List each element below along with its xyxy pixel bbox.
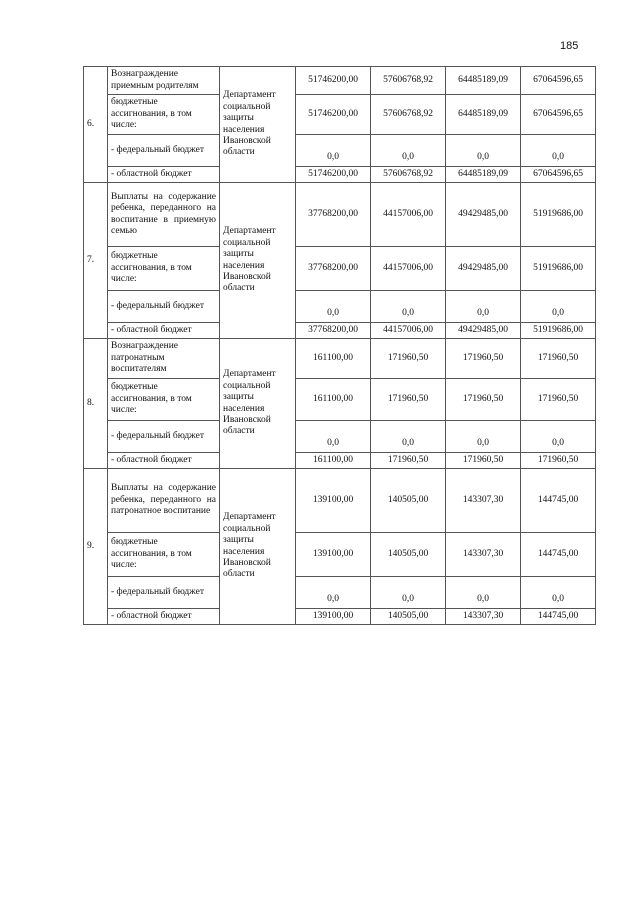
amount-cell: 57606768,92 [371, 167, 446, 183]
page-number: 185 [560, 40, 579, 52]
budget-label: бюджетные ассигнования, в том числе: [108, 533, 220, 577]
amount-cell: 171960,50 [446, 453, 521, 469]
amount-cell: 171960,50 [521, 379, 596, 421]
amount-cell: 51919686,00 [521, 323, 596, 339]
amount-cell: 57606768,92 [371, 67, 446, 95]
program-title: Выплаты на содержание ребенка, переданного на воспитание в приемную семью [108, 183, 220, 247]
table-row [84, 95, 596, 135]
amount-cell: 51746200,00 [296, 167, 371, 183]
row-number: 8. [84, 339, 108, 469]
amount-cell: 0,0 [371, 135, 446, 167]
amount-cell: 139100,00 [296, 533, 371, 577]
amount-cell: 0,0 [296, 291, 371, 323]
program-title: Выплаты на содержание ребенка, переданного на патронатное воспитание [108, 469, 220, 533]
row-number: 9. [84, 469, 108, 625]
amount-cell: 64485189,09 [446, 95, 521, 135]
row-number: 7. [84, 183, 108, 339]
table-row [84, 323, 596, 339]
table-row [84, 421, 596, 453]
table-row [84, 183, 596, 247]
amount-cell: 161100,00 [296, 339, 371, 379]
amount-cell: 67064596,65 [521, 95, 596, 135]
amount-cell: 144745,00 [521, 533, 596, 577]
amount-cell: 0,0 [521, 577, 596, 609]
budget-table [83, 66, 596, 625]
amount-cell: 51919686,00 [521, 183, 596, 247]
amount-cell: 139100,00 [296, 469, 371, 533]
amount-cell: 51746200,00 [296, 95, 371, 135]
amount-cell: 143307,30 [446, 469, 521, 533]
amount-cell: 171960,50 [521, 339, 596, 379]
department-cell: Департамент социальной защиты населения Ивановской области [220, 469, 296, 625]
amount-cell: 0,0 [371, 291, 446, 323]
amount-cell: 171960,50 [521, 453, 596, 469]
amount-cell: 140505,00 [371, 533, 446, 577]
amount-cell: 64485189,09 [446, 67, 521, 95]
amount-cell: 161100,00 [296, 453, 371, 469]
budget-table-body [84, 67, 596, 625]
department-cell: Департамент социальной защиты населения Ивановской области [220, 67, 296, 183]
amount-cell: 144745,00 [521, 469, 596, 533]
amount-cell: 144745,00 [521, 609, 596, 625]
budget-label: бюджетные ассигнования, в том числе: [108, 379, 220, 421]
program-title: Вознаграждение приемным родителям [108, 67, 220, 95]
amount-cell: 67064596,65 [521, 167, 596, 183]
amount-cell: 49429485,00 [446, 247, 521, 291]
amount-cell: 64485189,09 [446, 167, 521, 183]
amount-cell: 0,0 [296, 577, 371, 609]
amount-cell: 0,0 [446, 577, 521, 609]
regional-label: - областной бюджет [108, 167, 220, 183]
row-number: 6. [84, 67, 108, 183]
federal-label: - федеральный бюджет [108, 577, 220, 609]
amount-cell: 171960,50 [371, 339, 446, 379]
amount-cell: 0,0 [296, 421, 371, 453]
amount-cell: 171960,50 [446, 379, 521, 421]
table-row [84, 291, 596, 323]
department-cell: Департамент социальной защиты населения Ивановской области [220, 339, 296, 469]
amount-cell: 37768200,00 [296, 323, 371, 339]
amount-cell: 0,0 [371, 421, 446, 453]
table-row [84, 533, 596, 577]
table-row [84, 67, 596, 95]
amount-cell: 171960,50 [371, 453, 446, 469]
amount-cell: 0,0 [521, 291, 596, 323]
table-row [84, 609, 596, 625]
amount-cell: 37768200,00 [296, 247, 371, 291]
table-row [84, 577, 596, 609]
budget-label: бюджетные ассигнования, в том числе: [108, 247, 220, 291]
table-row [84, 453, 596, 469]
amount-cell: 0,0 [296, 135, 371, 167]
table-row [84, 339, 596, 379]
budget-label: бюджетные ассигнования, в том числе: [108, 95, 220, 135]
amount-cell: 0,0 [446, 291, 521, 323]
amount-cell: 51746200,00 [296, 67, 371, 95]
regional-label: - областной бюджет [108, 453, 220, 469]
table-row [84, 247, 596, 291]
table-row [84, 469, 596, 533]
amount-cell: 140505,00 [371, 609, 446, 625]
amount-cell: 171960,50 [371, 379, 446, 421]
table-row [84, 379, 596, 421]
amount-cell: 143307,30 [446, 533, 521, 577]
regional-label: - областной бюджет [108, 323, 220, 339]
amount-cell: 67064596,65 [521, 67, 596, 95]
amount-cell: 57606768,92 [371, 95, 446, 135]
amount-cell: 0,0 [371, 577, 446, 609]
amount-cell: 140505,00 [371, 469, 446, 533]
amount-cell: 44157006,00 [371, 247, 446, 291]
amount-cell: 0,0 [521, 421, 596, 453]
amount-cell: 171960,50 [446, 339, 521, 379]
amount-cell: 51919686,00 [521, 247, 596, 291]
amount-cell: 143307,30 [446, 609, 521, 625]
amount-cell: 37768200,00 [296, 183, 371, 247]
regional-label: - областной бюджет [108, 609, 220, 625]
federal-label: - федеральный бюджет [108, 291, 220, 323]
amount-cell: 0,0 [446, 135, 521, 167]
table-row [84, 135, 596, 167]
amount-cell: 49429485,00 [446, 183, 521, 247]
amount-cell: 0,0 [521, 135, 596, 167]
amount-cell: 161100,00 [296, 379, 371, 421]
program-title: Вознаграждение патронатным воспитателям [108, 339, 220, 379]
amount-cell: 44157006,00 [371, 183, 446, 247]
department-cell: Департамент социальной защиты населения Ивановской области [220, 183, 296, 339]
amount-cell: 44157006,00 [371, 323, 446, 339]
amount-cell: 139100,00 [296, 609, 371, 625]
amount-cell: 0,0 [446, 421, 521, 453]
table-row [84, 167, 596, 183]
federal-label: - федеральный бюджет [108, 421, 220, 453]
amount-cell: 49429485,00 [446, 323, 521, 339]
federal-label: - федеральный бюджет [108, 135, 220, 167]
